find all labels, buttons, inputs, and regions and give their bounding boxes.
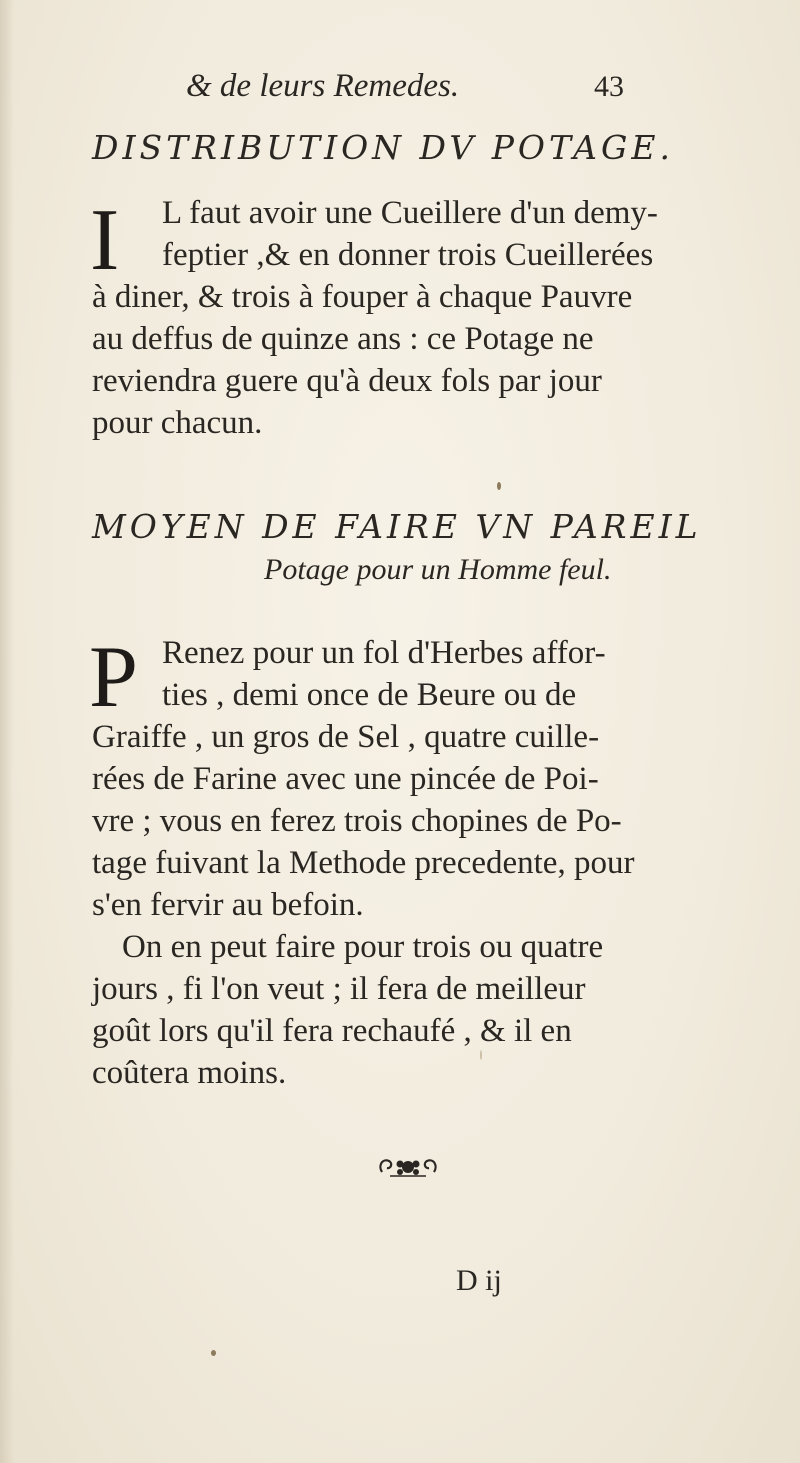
section-subheading: Potage pour un Homme feul. <box>264 553 612 586</box>
text-line: Graiffe , un gros de Sel , quatre cuille- <box>92 719 600 755</box>
text-line: s'en fervir au befoin. <box>92 887 364 923</box>
fleuron-ornament-icon <box>376 1152 440 1182</box>
drop-cap-p: P <box>89 629 138 726</box>
text-line: au deffus de quinze ans : ce Potage ne <box>92 321 594 357</box>
signature-mark: D ij <box>456 1264 502 1297</box>
text-line: pour chacun. <box>92 405 263 441</box>
text-line: rées de Farine avec une pincée de Poi- <box>92 761 599 797</box>
text-line: à diner, & trois à fouper à chaque Pauvre <box>92 279 633 315</box>
ink-speck <box>497 482 501 490</box>
text-line: jours , fi l'on veut ; il fera de meilleur <box>92 971 586 1007</box>
paragraph-distribution <box>92 192 720 444</box>
text-line: reviendra guere qu'à deux fols par jour <box>92 363 602 399</box>
text-line: tage fuivant la Methode precedente, pour <box>92 845 635 881</box>
text-line: feptier ,& en donner trois Cueillerées <box>162 237 654 273</box>
text-line: vre ; vous en ferez trois chopines de Po- <box>92 803 622 839</box>
text-line: L faut avoir une Cueillere d'un demy- <box>162 195 658 231</box>
drop-cap-i: I <box>90 192 120 289</box>
ink-speck <box>211 1350 216 1356</box>
running-head-title: & de leurs Remedes. <box>186 68 460 104</box>
page-number: 43 <box>594 70 624 103</box>
text-line: On en peut faire pour trois ou quatre <box>122 929 604 965</box>
text-line: ties , demi once de Beure ou de <box>162 677 577 713</box>
paragraph-recipe <box>92 632 720 1094</box>
page-gutter-shadow <box>0 0 14 1463</box>
text-line: goût lors qu'il fera rechaufé , & il en <box>92 1013 572 1049</box>
text-line: Renez pour un fol d'Herbes affor- <box>162 635 606 671</box>
running-head <box>0 64 800 114</box>
text-line: coûtera moins. <box>92 1055 287 1091</box>
section-heading-distribution: DISTRIBUTION DV POTAGE. <box>92 128 674 167</box>
section-heading-moyen: MOYEN DE FAIRE VN PAREIL <box>92 507 702 546</box>
ink-speck <box>480 1050 482 1060</box>
